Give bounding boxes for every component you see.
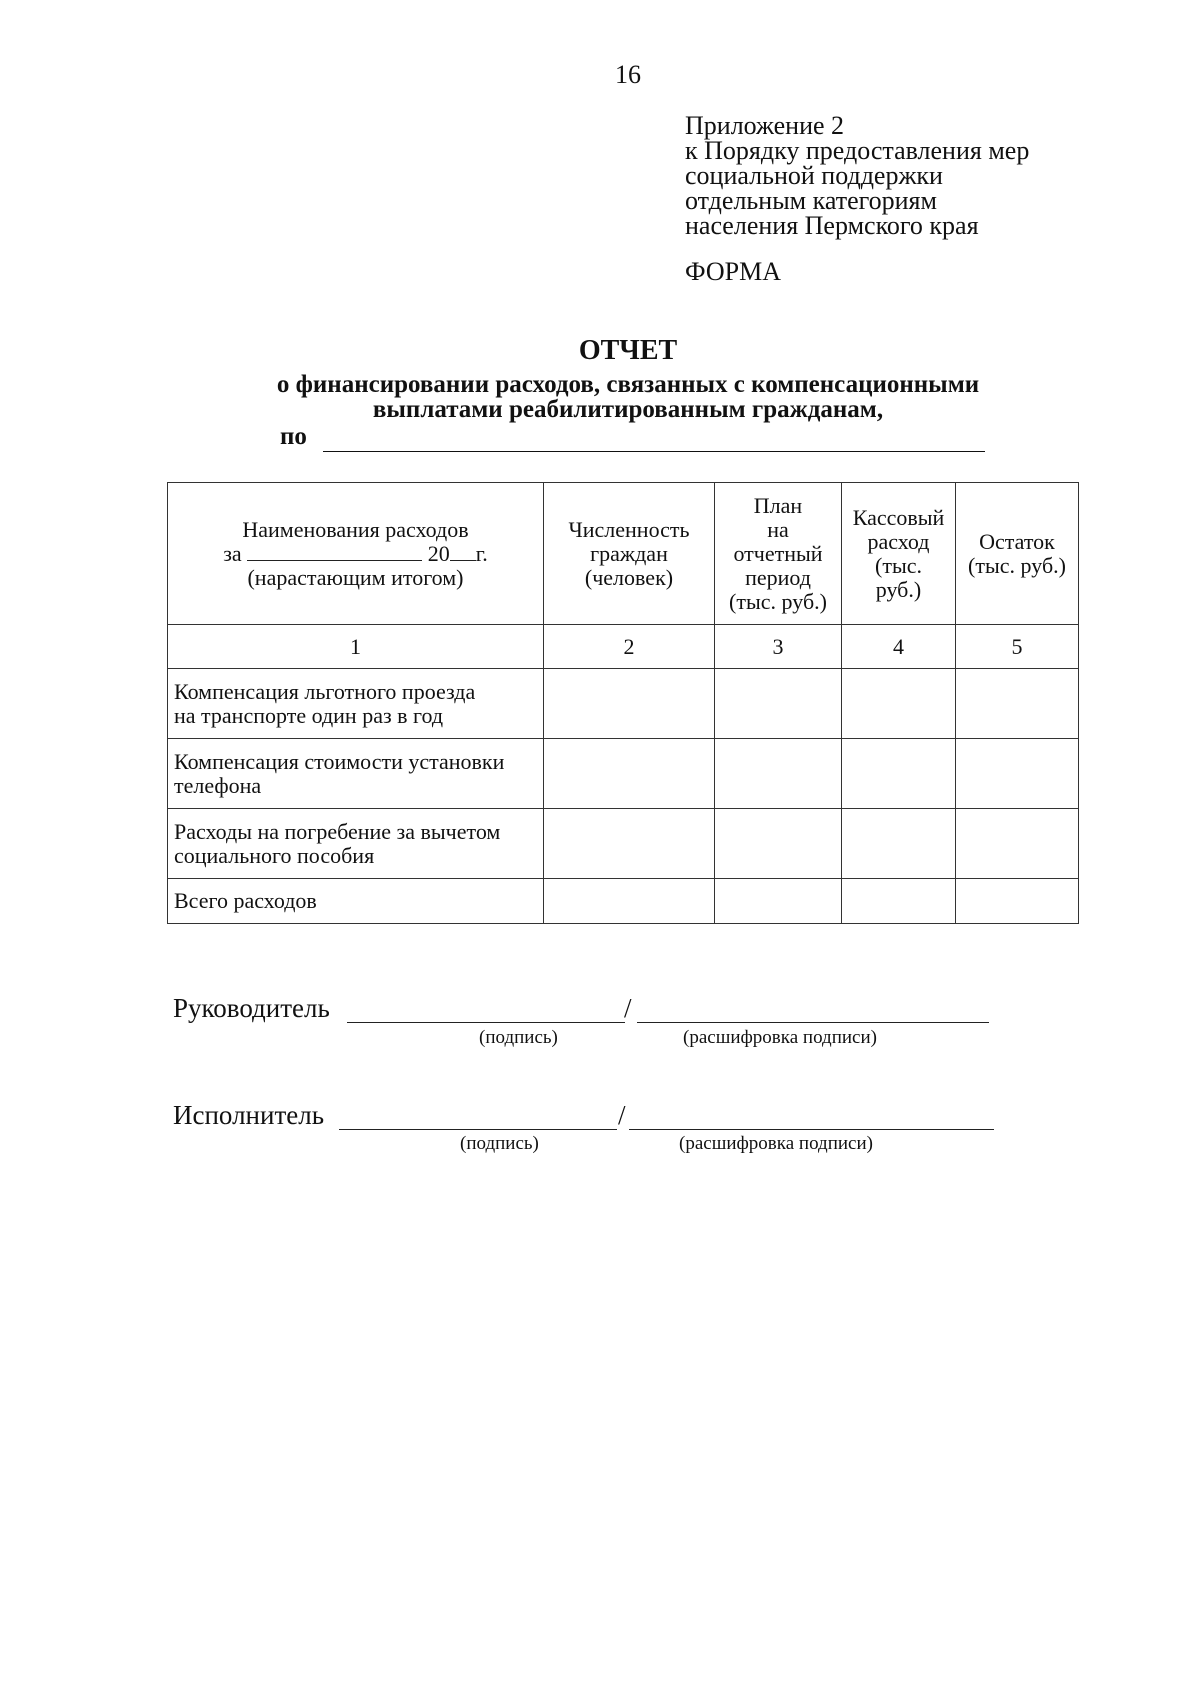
- citizens-count-cell[interactable]: [544, 739, 715, 809]
- column-number: 3: [715, 625, 842, 669]
- form-label: ФОРМА: [685, 257, 781, 286]
- balance-cell[interactable]: [956, 669, 1079, 739]
- header-text: Численность: [568, 516, 690, 542]
- header-text: Кассовый: [852, 504, 945, 530]
- table-row: [168, 739, 1079, 809]
- cash-expense-cell[interactable]: [842, 669, 956, 739]
- header-balance: [956, 483, 1079, 625]
- header-text: (человек): [584, 564, 674, 590]
- year-blank-field[interactable]: [450, 542, 476, 561]
- header-text: План: [753, 492, 803, 518]
- citizens-count-cell[interactable]: [544, 879, 715, 924]
- expense-name-cell: [168, 669, 544, 739]
- header-text: расход: [867, 528, 930, 554]
- expense-name-cell: [168, 809, 544, 879]
- cash-expense-cell[interactable]: [842, 809, 956, 879]
- executor-label: Исполнитель: [173, 1100, 325, 1130]
- table-header-row: [168, 483, 1079, 625]
- executor-slash: /: [618, 1100, 626, 1130]
- column-number: 1: [168, 625, 544, 669]
- balance-cell[interactable]: [956, 809, 1079, 879]
- head-slash: /: [624, 993, 632, 1023]
- header-text: (тыс.: [875, 552, 922, 578]
- po-line: [280, 423, 985, 452]
- appendix-line: социальной поддержки: [685, 161, 943, 190]
- head-signature-caption: (подпись): [479, 1027, 558, 1048]
- plan-cell[interactable]: [715, 739, 842, 809]
- citizens-count-cell[interactable]: [544, 809, 715, 879]
- header-text: руб.): [875, 576, 922, 602]
- cash-expense-cell[interactable]: [842, 879, 956, 924]
- citizens-count-cell[interactable]: [544, 669, 715, 739]
- header-text: граждан: [590, 540, 668, 566]
- appendix-block: [685, 113, 1029, 238]
- report-table: [167, 482, 1079, 924]
- report-title: ОТЧЕТ: [578, 335, 678, 366]
- column-number: 4: [842, 625, 956, 669]
- header-period-line: [174, 542, 537, 566]
- report-subtitle: [0, 372, 1200, 422]
- plan-cell[interactable]: [715, 809, 842, 879]
- expense-name-line: Компенсация льготного проезда: [174, 678, 476, 704]
- header-expense-names: [168, 483, 544, 625]
- expense-name-line: на транспорте один раз в год: [174, 702, 444, 728]
- executor-signature-field[interactable]: [339, 1129, 617, 1130]
- cash-expense-cell[interactable]: [842, 739, 956, 809]
- header-text: (тыс. руб.): [968, 552, 1066, 578]
- expense-name-line: Компенсация стоимости установки: [174, 748, 505, 774]
- expense-name-line: Всего расходов: [174, 888, 317, 913]
- report-subtitle-line: выплатами реабилитированным гражданам,: [372, 396, 884, 423]
- header-text: Остаток: [979, 528, 1055, 554]
- column-number-row: [168, 625, 1079, 669]
- table-row-total: [168, 879, 1079, 924]
- executor-signature-caption: (подпись): [460, 1133, 539, 1154]
- header-text: отчетный: [733, 540, 823, 566]
- expense-name-line: социального пособия: [174, 842, 375, 868]
- appendix-line: населения Пермского края: [685, 211, 979, 240]
- header-text: период: [745, 564, 811, 590]
- header-text: (тыс. руб.): [729, 588, 827, 614]
- plan-cell[interactable]: [715, 669, 842, 739]
- header-cash-expense: [842, 483, 956, 625]
- executor-decoding-field[interactable]: [629, 1129, 994, 1130]
- po-label: по: [280, 423, 307, 450]
- header-text: за: [223, 540, 242, 566]
- column-number: 5: [956, 625, 1079, 669]
- executor-decoding-caption: (расшифровка подписи): [679, 1133, 873, 1154]
- expense-name-cell: [168, 739, 544, 809]
- header-citizens-count: [544, 483, 715, 625]
- period-blank-field[interactable]: [247, 542, 422, 561]
- header-text: (нарастающим итогом): [247, 564, 464, 590]
- page-number: 16: [615, 60, 641, 89]
- expense-name-line: телефона: [174, 772, 262, 798]
- head-signature-field[interactable]: [347, 1022, 625, 1023]
- expense-name-cell: [168, 879, 544, 924]
- head-label: Руководитель: [173, 993, 330, 1023]
- appendix-line: Приложение 2: [685, 111, 845, 140]
- head-decoding-caption: (расшифровка подписи): [683, 1027, 877, 1048]
- column-number: 2: [544, 625, 715, 669]
- header-text: Наименования расходов: [242, 516, 469, 542]
- po-blank-field[interactable]: [323, 423, 985, 452]
- header-text: 20: [427, 540, 450, 566]
- head-decoding-field[interactable]: [637, 1022, 989, 1023]
- header-text: г.: [475, 540, 488, 566]
- expense-name-line: Расходы на погребение за вычетом: [174, 818, 501, 844]
- table-row: [168, 809, 1079, 879]
- balance-cell[interactable]: [956, 879, 1079, 924]
- table-row: [168, 669, 1079, 739]
- appendix-line: отдельным категориям: [685, 186, 937, 215]
- balance-cell[interactable]: [956, 739, 1079, 809]
- plan-cell[interactable]: [715, 879, 842, 924]
- appendix-line: к Порядку предоставления мер: [685, 136, 1030, 165]
- header-plan: [715, 483, 842, 625]
- report-subtitle-line: о финансировании расходов, связанных с компенсационными: [276, 371, 980, 398]
- header-text: на: [767, 516, 789, 542]
